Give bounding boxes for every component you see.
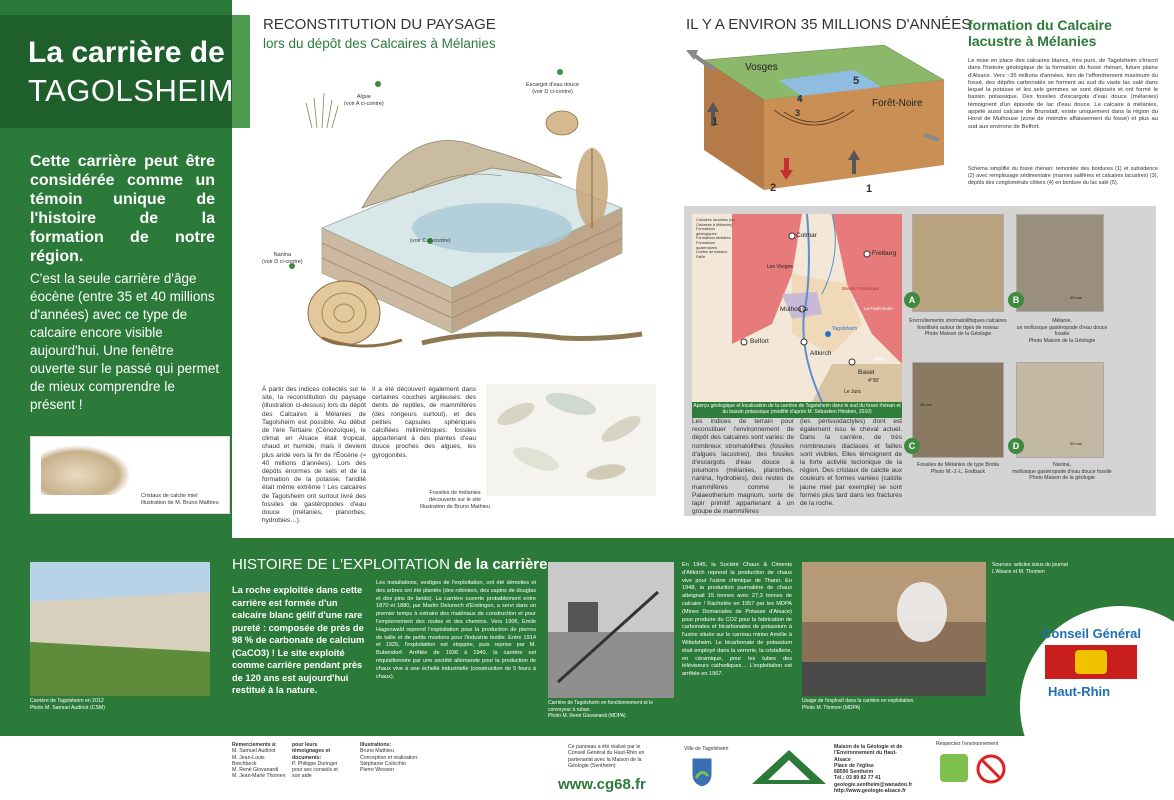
footer-panel-credit: Ce panneau a été réalisé par le Conseil Général du Haut-Rhin en partenariat avec la Maison de la Géologie (Sentheim) [568,744,645,769]
number-3: 3 [795,108,801,118]
footer-maison: Maison de la Géologie et de l'Environnement du Haut-Alsace Place de l'église 68590 Sentheim Tél.: 03 89 82 77 41 geologie.sentheim@wanadoo.fr http://www.geologie-alsace.fr [834,744,913,795]
history-text-2: En 1945, la Société Chaux & Ciments d'Altkirch reprend la production de chaux vive pour l'usine chimique de Thann. En 1948, la production journalière de chaux atteignait 15 tonnes avec 27,3 tonnes de calcaire ! Rachetée en 1957 par les MDPA (Mines Domaniales de Potasse d'Alsace) pour produire du CO2 pour la fabrication de carbonates et bicarbonates de potassium à l'usine située sur le carreau minier Amélie à Wittelsheim. Le bicarbonate de potassium était employé dans la verrerie, la cristallerie, en céramique, pour les tubes des téléviseurs cathodiques… L'exploitation est arrêtée en 1967. [682,562,792,678]
photo-c-badge: C [904,438,920,454]
maison-geologie-logo-icon [750,748,828,786]
tidy-recycle-icon [940,754,968,782]
photo-brotia [912,362,1004,458]
schema-text: Schéma simplifié du fossé rhénan: remontée des bordures (1) et subsidence (2) avec remplissage sédimentaire (marnes salifères et calcaires lacustres) (3), dépôts des conglomérats côtiers (4) en bordure du lac salé (5). [968,166,1158,186]
conveyor-caption: Carrière de Tagolsheim en fonctionnement et le convoyeur à ruban. Photo M. René Giovanardi (MDPA) [548,700,653,719]
lead-paragraph: Cette carrière peut être considérée comme un témoin unique de l'histoire de la formation de notre région. [30,153,215,265]
history-lead: La roche exploitée dans cette carrière est formée d'un calcaire blanc gélif d'une rare pureté : composée de près de 98 % de carbonate de calcium (CaCO3) ! Le site exploité comme carrière pendant près de 120 ans est aujourd'hui restitué à la nature. [232,585,365,695]
map-city-tagolsheim: Tagolsheim [832,326,858,332]
number-2: 2 [770,182,777,194]
map-label-bassin: Bassin Potassique [842,286,880,291]
reconstitution-subheading: lors du dépôt des Calcaires à Mélanies [263,36,496,51]
map-label-foret-noire: La Forêt Noire [864,306,893,311]
photo-a-badge: A [904,292,920,308]
evidence-text-left: Les indices de terrain pour reconstituer l'environnement de dépôt des calcaires sont variés: de nombreux stromatolithes (fossiles d'algues lacustres), des fossiles d'escargots d'eau douce à poumons (mélanies, planorbes, nanina, hydrobies), des restes de mammifères comme le Palaeotherium magnum, sorte de tapir primitif appartenant à un groupe de mammifères [692,418,794,516]
tagolsheim-shield-icon [690,756,714,788]
geological-map [692,214,902,402]
map-label-rhin: Rhin [874,357,885,363]
page-subtitle: TAGOLSHEIM [28,73,234,108]
rhine-graben-block-diagram [684,40,954,200]
million-years-heading: IL Y A ENVIRON 35 MILLIONS D'ANNÉES [686,16,972,33]
photo-c-caption: Fossiles de Mélanies de type Brotia Photo M.-J.-L. Endback [917,462,999,475]
footer-thanks: Remerciements à: M. Samuel Audinot M. Jean-Louis Brechbeck M. René Giovanardi M. Jean-Marie Thomen [232,742,286,780]
map-legend: Calcaires lacustres (ou Calcaires à Mélanies) Formations géologiques Formations tertiaires Formations quaternaires Limites de bassins Faille [696,218,735,259]
quarry-2012-photo [30,562,210,696]
conseil-general-title: Conseil Général [1042,626,1141,641]
number-5: 5 [853,75,860,87]
no-fire-icon [976,754,1006,784]
label-foret-noire: Forêt-Noire [872,98,923,109]
photo-d-scale: 35 mm [1070,441,1083,446]
photo-a-caption: Encroûtements stromatolithiques calcaires fossilisés autour de tiges de roseau Photo Maison de la Géologie [909,318,1007,337]
haut-rhin-coat-of-arms-icon [1045,645,1137,679]
photo-nanina [1016,362,1104,458]
map-city-basel: Basel [858,369,875,376]
explosive-photo [802,562,986,696]
photo-d-badge: D [1008,438,1024,454]
formation-text: Le mise en place des calcaires blancs, très purs, de Tagolsheim s'inscrit dans l'histoire géologique de la formation du fossé rhénan, future plaine d'Alsace. Vers ~35 millions d'années, lors de l'effondrement maximum du fossé, des dépôts carbonatés se forment au sud du vaste lac salé dans lequel la potasse et les sels gemmes se sont déposés et ont formé le bassin potassique. Des fossiles d'escargots d'eau douce (mélanies) témoignent d'un épisode de lac d'eau douce. Le calcaire à mélanies, appelé aussi calcaire de Brunstatt, existe uniquement dans la région du Horst de Mulhouse (zone de moindre affaissement du fossé) et plus au sud aux environs de Belfort. [968,58,1158,130]
photo-c-scale: 45 mm [920,402,933,407]
number-4: 4 [797,94,803,105]
map-city-altkirch: Altkirch [810,350,832,357]
label-algue: Algue (voir A ci-contre) [344,94,384,107]
photo-b-badge: B [1008,292,1024,308]
footer-village-label: Ville de Tagolsheim [684,746,729,752]
map-caption: Aperçu géologique et localisation de la carrière de Tagolsheim dans le sud du fossé rhénan et du bassin potassique (modifié d'après M. Sébastien Hinsken, 2010) [692,402,902,418]
reconstitution-text-col1: À partir des indices collectés sur le site, la reconstitution du paysage (illustration ci-dessus) lors du dépôt des Calcaires à Mélanies de Tagolsheim est possible. Au début de l'ère Tertiaire (Cénozoïque), le climat en Alsace était tropical, chaud et humide, mais il devient plus aride vers la fin de l'Éocène (≈ 40 millions d'années). Lors des dépôts énormes de sels et de la formation de la potasse, l'aridité était même extrême ! Les calcaires de Tagolsheim ont surtout livré des fossiles de gastéropodes d'eau douce (mélanies, planorbes, hydrobies…). [262,386,366,525]
sources-text: Sources: articles issus du journal L'Alsace et M. Thomen [992,562,1068,575]
footer-testimony: pour leurs témoignages et documents: P. Philippe Duringer pour ses conseils et son aide [292,742,338,780]
history-text-1: Les installations, vestiges de l'exploitation, ont été démolies et des arbres ont été plantés (des robiniers, des sapins de douglas et des pins de larido). La carrière ouverte probablement entre 1870 et 1880, par Martin Delunsch d'Erstingen, a servi dans un premier temps à extraire des matériaux de construction et pour l'empierrement des routes et des chemins. Vers 1906, Emile Hagenwald reprend l'exploitation pour la production de pierres de taille et de petits moelons pour l'industrie textile. Entre 1914 et 1925, l'exploitation est stoppée, puis reprise par M. Bubendorf. Arrêtée de 1936 à 1940, la carrière est réquisitionnée par une société allemande pour la production de chaux vive à une échelle industrielle (construction de 5 fours à chaux). [376,580,536,680]
conveyor-photo [548,562,674,698]
map-label-jura: Le Jura [844,389,861,395]
calcite-caption: Cristaux de calcite miel Illustration de M. Bruno Mathieu [141,493,219,506]
melanie-fossils-illustration [486,384,656,496]
page-title: La carrière de [28,36,225,69]
formation-heading: formation du Calcaire lacustre à Mélanies [968,17,1112,49]
photo-d-caption: Nanina, mollusque gastéropode d'eau douce fossile Photo Maison de la géologie [1012,462,1112,481]
label-voir-c: (voir C ci-contre) [410,238,451,244]
map-city-mulhouse: Mulhouse [780,306,809,313]
reconstitution-text-col2: Il a été découvert également dans certaines couches argileuses: des dents de reptiles, de mammifères (des rongeurs surtout), et des petites capsules sphériques calcifiées millimétriques: fossiles appartenant à des plantes d'eau douce proches des algues, les gyrogonites. [372,386,476,459]
calcite-illustration-box [30,436,230,514]
explosive-caption: Usage de l'explosif dans la carrière en exploitation. Photo M. Thomen (MDPA) [802,698,915,711]
quarry-caption: Carrière de Tagolsheim en 2012 Photo M. Samuel Audinot (CSM) [30,698,105,711]
map-city-colmar: Colmar [796,232,817,239]
evidence-text-right: (les périssodactyles) dont est également issu le cheval actuel. Dans la carrière, de très nombreuses diaclases et failles sont visibles. Elles témoignent de la forte activité tectonique de la région. Des cristaux de calcite aux couleurs et formes variées (calcite jaune miel par exemple) se sont formés plus tard dans les fractures de la roche. [800,418,902,508]
intro-paragraph: C'est la seule carrière d'âge éocène (entre 35 et 40 millions d'années) avec ce type de calcaire encore visible aujourd'hui. Une fenêtre ouverte sur le passé qui permet de mieux comprendre le présent ! [30,271,220,412]
history-heading: HISTOIRE DE L'EXPLOITATION de la carrière [232,556,548,573]
fossils-caption: Fossiles de mélanies découverts sur le site Illustration de Bruno Mathieu [420,490,491,510]
conseil-general-subtitle: Haut-Rhin [1048,684,1111,699]
photo-melanie [1016,214,1104,312]
landscape-reconstruction-illustration [262,58,672,358]
calcite-crystal-illustration [41,445,131,495]
map-city-belfort: Belfort [750,338,769,345]
number-1-left: 1 [712,116,719,128]
photo-b-caption: Mélanie, un mollusque gastéropode d'eau douce fossile Photo Maison de la Géologie [1016,318,1108,344]
website-link[interactable]: www.cg68.fr [558,776,646,793]
footer-respect: Respectez l'environnement [936,741,999,747]
reconstitution-heading: RECONSTITUTION DU PAYSAGE [263,16,496,33]
photo-b-scale: 35 mm [1070,295,1083,300]
map-city-freiburg: Freiburg [872,250,897,257]
photo-stromatolithes [912,214,1004,312]
label-vosges: Vosges [745,62,778,73]
footer-illustrations: Illustrations: Bruno Mathieu Conception et réalisation: Stéphanie Colicchio Pierre Wessen [360,742,419,774]
title-accent-bar [232,15,250,128]
map-label-degrees: 4°30' [868,378,880,384]
map-label-vosges: Les Vosges [767,264,793,270]
title-box [0,15,232,128]
label-nanina: Nanina (voir D ci-contre) [262,252,303,265]
number-1-right: 1 [866,183,873,195]
label-escargot: Escargot d'eau douce (voir D ci-contre) [526,82,580,95]
